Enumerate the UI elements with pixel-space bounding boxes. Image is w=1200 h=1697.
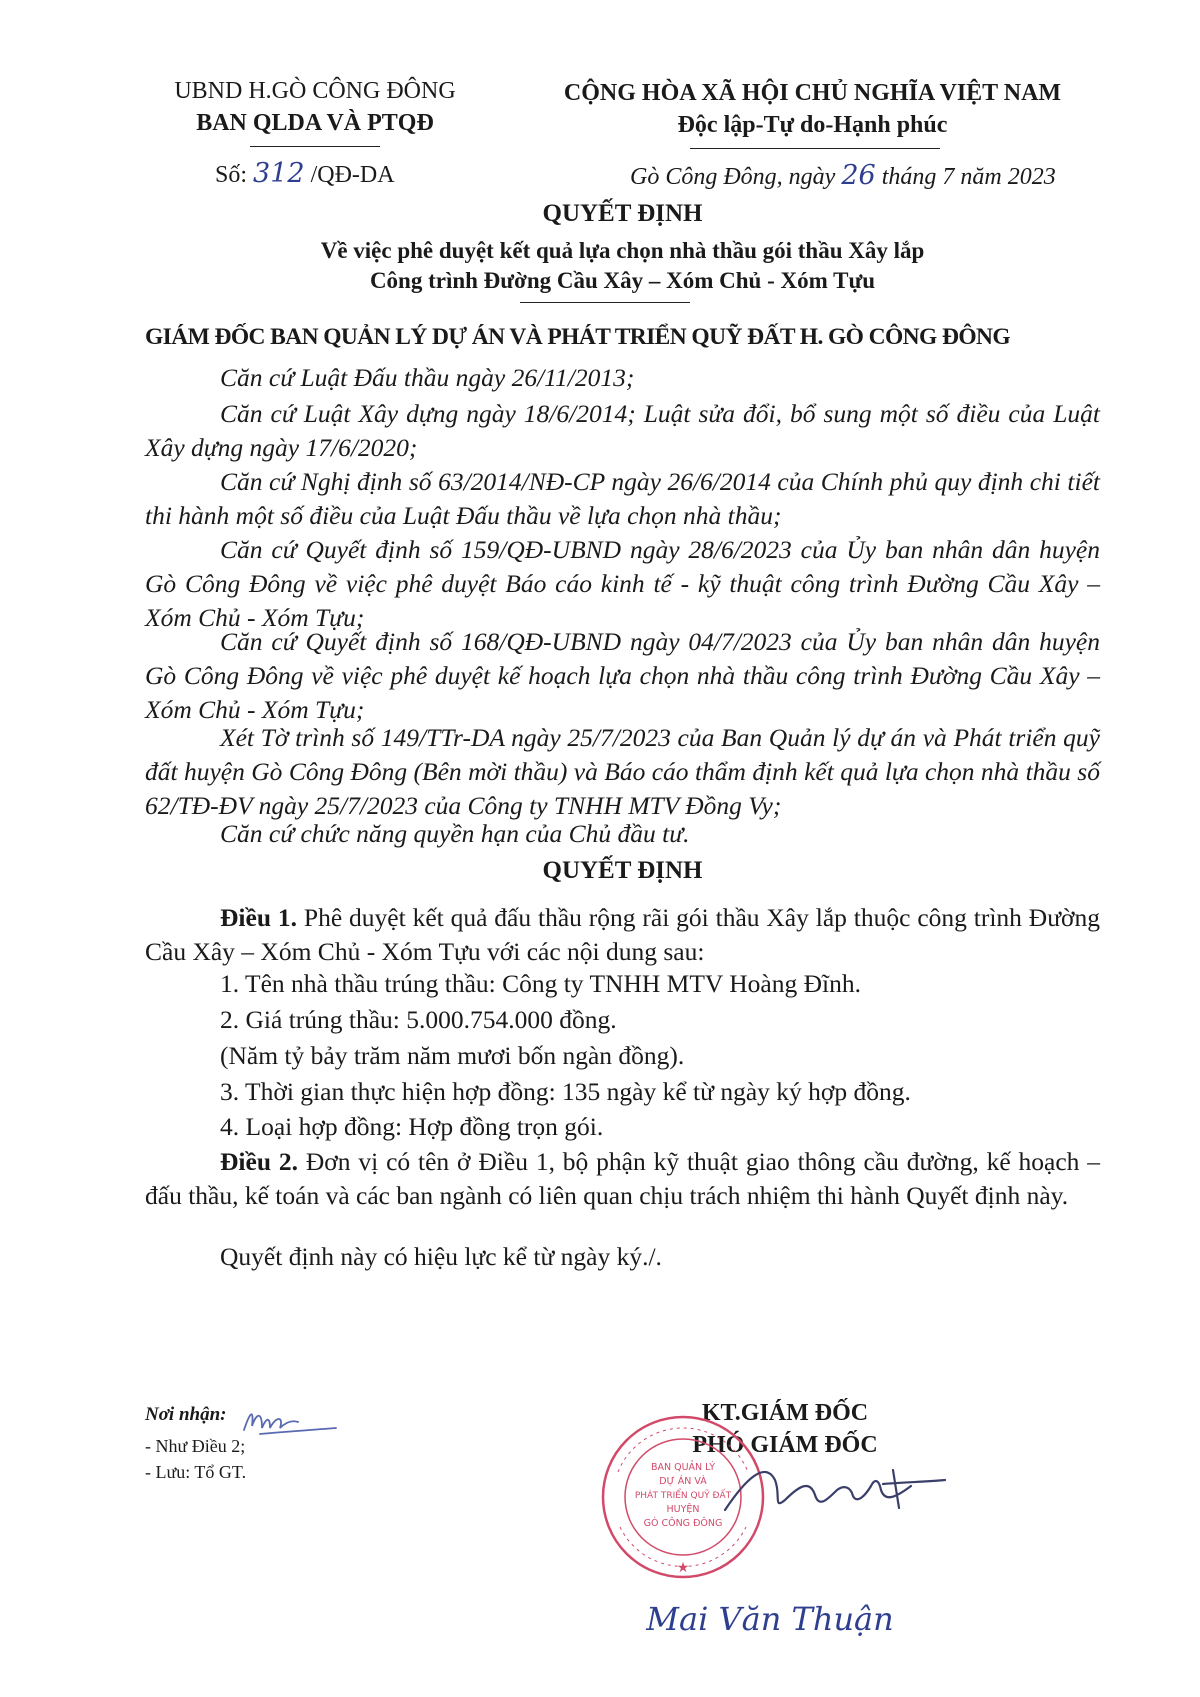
document-title: QUYẾT ĐỊNH [542,200,703,227]
date-suffix: tháng 7 năm 2023 [881,164,1056,190]
svg-text:HUYỆN: HUYỆN [666,1504,700,1515]
ground-item: Căn cứ Luật Đấu thầu ngày 26/11/2013; [220,363,635,392]
doc-number-handwritten: 312 [253,158,305,189]
article-1-item: 4. Loại hợp đồng: Hợp đồng trọn gói. [220,1112,604,1141]
subject-underline [520,302,690,303]
doc-number-suffix: /QĐ-DA [310,162,395,188]
ground-item: Xét Tờ trình số 149/TTr-DA ngày 25/7/2023 của Ban Quản lý dự án và Phát triển quỹ đất huyện Gò Công Đông (Bên mời thầu) và Báo cáo thẩm định kết quả lựa chọn nhà thầu số 62/TĐ-ĐV ngày 25/7/2023 của Công ty TNHH MTV Đồng Vy; [145,723,1100,820]
signature-title-1: KT.GIÁM ĐỐC [701,1400,869,1426]
svg-text:BAN QUẢN LÝ: BAN QUẢN LÝ [650,1462,716,1473]
article-1-item: 1. Tên nhà thầu trúng thầu: Công ty TNHH MTV Hoàng Đĩnh. [220,969,861,998]
nation-title: CỘNG HÒA XÃ HỘI CHỦ NGHĨA VIỆT NAM [563,80,1062,106]
svg-text:GÒ CÔNG ĐÔNG: GÒ CÔNG ĐÔNG [643,1518,723,1529]
org-underline [250,146,380,147]
date-day-handwritten: 26 [841,160,876,191]
svg-text:★: ★ [676,1560,690,1576]
article-1-label: Điều 1. [220,903,298,932]
svg-text:PHÁT TRIỂN QUỸ ĐẤT: PHÁT TRIỂN QUỸ ĐẤT [634,1491,732,1501]
ground-item: Căn cứ Quyết định số 159/QĐ-UBND ngày 28/6/2023 của Ủy ban nhân dân huyện Gò Công Đông về việc phê duyệt Báo cáo kinh tế - kỹ thuật công trình Đường Cầu Xây – Xóm Chủ - Xóm Tựu; [145,535,1100,632]
article-1-item: (Năm tỷ bảy trăm năm mươi bốn ngàn đồng). [220,1041,685,1070]
signature-title-2: PHÓ GIÁM ĐỐC [692,1432,878,1458]
issuing-authority: GIÁM ĐỐC BAN QUẢN LÝ DỰ ÁN VÀ PHÁT TRIỂN QUỸ ĐẤT H. GÒ CÔNG ĐÔNG [145,324,1011,350]
article-2-text: Đơn vị có tên ở Điều 1, bộ phận kỹ thuật giao thông cầu đường, kế hoạch – đấu thầu, kế toán và các ban ngành có liên quan chịu trách nhiệm thi hành Quyết định này. [145,1147,1101,1210]
subject-line-2: Công trình Đường Cầu Xây – Xóm Chủ - Xóm Tựu [369,268,876,293]
ground-item: Căn cứ Luật Xây dựng ngày 18/6/2014; Luật sửa đổi, bổ sung một số điều của Luật Xây dựng ngày 17/6/2020; [145,399,1100,462]
recipient-item: - Như Điều 2; [145,1436,246,1456]
recipient-item: - Lưu: Tổ GT. [145,1462,247,1482]
effect-clause: Quyết định này có hiệu lực kể từ ngày ký./. [220,1242,662,1271]
article-2-label: Điều 2. [220,1147,298,1176]
article-1-text: Phê duyệt kết quả đấu thầu rộng rãi gói thầu Xây lắp thuộc công trình Đường Cầu Xây – Xóm Chủ - Xóm Tựu với các nội dung sau: [145,903,1101,966]
issuing-org-unit: BAN QLDA VÀ PTQĐ [196,110,434,136]
date-prefix: Gò Công Đông, ngày [630,164,836,190]
decision-heading: QUYẾT ĐỊNH [542,857,703,884]
ground-item: Căn cứ chức năng quyền hạn của Chủ đầu tư. [220,819,690,848]
issuing-org: UBND H.GÒ CÔNG ĐÔNG [174,78,456,104]
ground-item: Căn cứ Nghị định số 63/2014/NĐ-CP ngày 26/6/2014 của Chính phủ quy định chi tiết thi hành một số điều của Luật Đấu thầu về lựa chọn nhà thầu; [145,467,1100,530]
article-1-item: 3. Thời gian thực hiện hợp đồng: 135 ngày kể từ ngày ký hợp đồng. [220,1077,911,1106]
signatory-name: Mai Văn Thuận [646,1600,894,1638]
handwritten-signature [715,1440,950,1530]
initials-signature [240,1404,340,1438]
article-2 [145,1145,1100,1213]
motto-underline [690,148,940,149]
subject-line-1: Về việc phê duyệt kết quả lựa chọn nhà thầu gói thầu Xây lắp [320,238,925,263]
nation-motto: Độc lập-Tự do-Hạnh phúc [677,112,948,138]
ground-item: Căn cứ Quyết định số 168/QĐ-UBND ngày 04/7/2023 của Ủy ban nhân dân huyện Gò Công Đông về việc phê duyệt kế hoạch lựa chọn nhà thầu công trình Đường Cầu Xây – Xóm Chủ - Xóm Tựu; [145,627,1100,724]
issue-date [630,160,1056,191]
article-1 [145,901,1100,969]
doc-number-prefix: Số: [215,162,248,188]
article-1-item: 2. Giá trúng thầu: 5.000.754.000 đồng. [220,1005,617,1034]
document-number [215,158,395,189]
recipients-label: Nơi nhận: [145,1404,227,1425]
svg-text:DỰ ÁN VÀ: DỰ ÁN VÀ [659,1476,707,1487]
